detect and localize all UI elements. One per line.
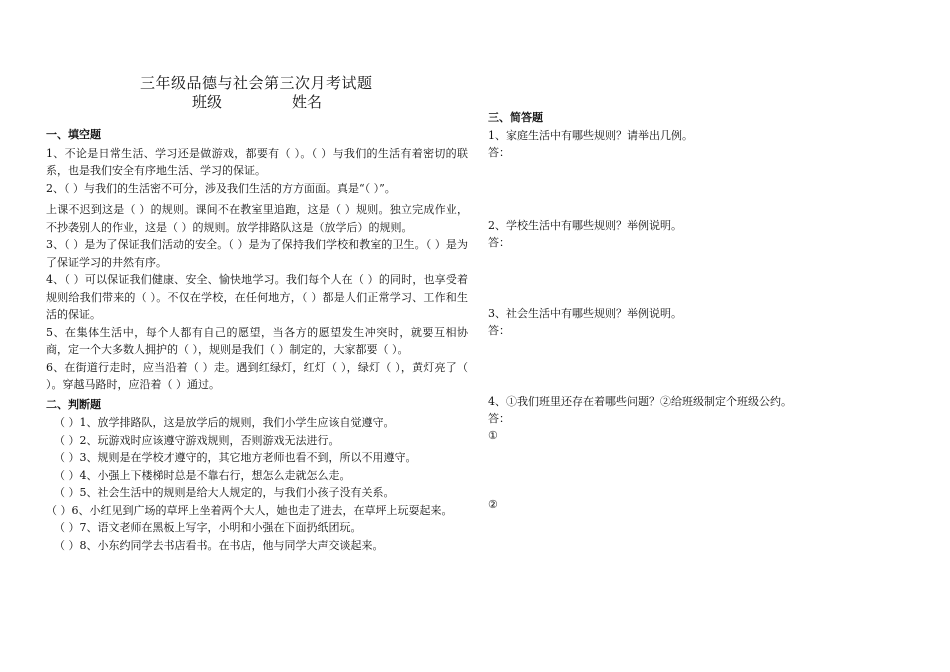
section-fill-blank-heading: 一、填空题 <box>46 128 101 141</box>
short-answer-question-2: 2、学校生活中有哪些规则？举例说明。 <box>488 219 682 232</box>
answer-label-1: 答： <box>488 146 510 159</box>
fill-blank-question-2: 2、（ ）与我们的生活密不可分，涉及我们生活的方方面面。真是“（ ）”。 <box>46 181 396 195</box>
true-false-item-4: （ ）4、小强上下楼梯时总是不靠右行，想怎么走就怎么走。 <box>54 468 351 482</box>
answer-space-1 <box>488 161 908 217</box>
true-false-item-6: （ ）6、小红见到广场的草坪上坐着两个大人，她也走了进去，在草坪上玩耍起来。 <box>46 503 453 517</box>
short-answer-question-3: 3、社会生活中有哪些规则？举例说明。 <box>488 307 682 320</box>
answer-space-2 <box>488 251 908 305</box>
fill-blank-question-3: 3、（ ）是为了保证我们活动的安全。（ ）是为了保持我们学校和教室的卫生。（ ）是为了保证学习的井然有序。 <box>46 238 468 269</box>
class-label: 班级 <box>192 93 223 111</box>
answer-label-3: 答： <box>488 324 510 337</box>
true-false-item-8: （ ）8、小东约同学去书店看书。在书店，他与同学大声交谈起来。 <box>54 538 384 552</box>
short-answer-question-4: 4、①我们班里还存在着哪些问题？②给班级制定个班级公约。 <box>488 395 792 408</box>
true-false-item-2: （ ）2、玩游戏时应该遵守游戏规则，否则游戏无法进行。 <box>54 433 340 447</box>
fill-blank-question-6: 6、在街道行走时，应当沿着（ ）走。遇到红绿灯，红灯（ ），绿灯（ ），黄灯亮了（ ）。穿越马路时，应沿着（ ）通过。 <box>46 360 468 391</box>
answer-label-2: 答： <box>488 236 510 249</box>
right-column <box>488 107 908 513</box>
name-label: 姓名 <box>292 93 323 111</box>
fill-blank-question-2-continued: 上课不迟到这是（ ）的规则。课间不在教室里追跑，这是（ ）规则。独立完成作业，不抄袭别人的作业，这是（ ）的规则。放学排路队这是（放学后）的规则。 <box>46 203 468 234</box>
answer-space-4 <box>488 444 908 496</box>
short-answer-question-1: 1、家庭生活中有哪些规则？请举出几例。 <box>488 129 693 142</box>
true-false-item-5: （ ）5、社会生活中的规则是给大人规定的，与我们小孩子没有关系。 <box>54 486 395 499</box>
fill-blank-question-1: 1、不论是日常生活、学习还是做游戏，都要有（ ）。（ ）与我们的生活有着密切的联系，也是我们安全有序地生活、学习的保证。 <box>46 146 468 177</box>
left-column <box>46 124 468 554</box>
answer-space-3 <box>488 339 908 393</box>
answer-label-4: 答： <box>488 412 510 425</box>
section-short-answer-heading: 三、简答题 <box>488 111 543 124</box>
true-false-item-3: （ ）3、规则是在学校才遵守的，其它地方老师也看不到，所以不用遵守。 <box>54 451 417 464</box>
true-false-item-7: （ ）7、语文老师在黑板上写字，小明和小强在下面扔纸团玩。 <box>54 521 362 534</box>
circled-two-mark: ② <box>488 498 498 511</box>
page-title: 三年级品德与社会第三次月考试题 <box>140 74 373 92</box>
fill-blank-question-4: 4、（ ）可以保证我们健康、安全、愉快地学习。我们每个人在（ ）的同时，也享受着规则给我们带来的（ ）。不仅在学校，在任何地方，（ ）都是人们正常学习、工作和生活的保证。 <box>46 273 468 321</box>
section-true-false-heading: 二、判断题 <box>46 397 101 411</box>
circled-one-mark: ① <box>488 429 498 442</box>
true-false-item-1: （ ）1、放学排路队，这是放学后的规则，我们小学生应该自觉遵守。 <box>54 416 395 429</box>
fill-blank-question-5: 5、在集体生活中，每个人都有自己的愿望，当各方的愿望发生冲突时，就要互相协商，定一个大多数人拥护的（ ），规则是我们（ ）制定的，大家都要（ ）。 <box>46 325 468 356</box>
